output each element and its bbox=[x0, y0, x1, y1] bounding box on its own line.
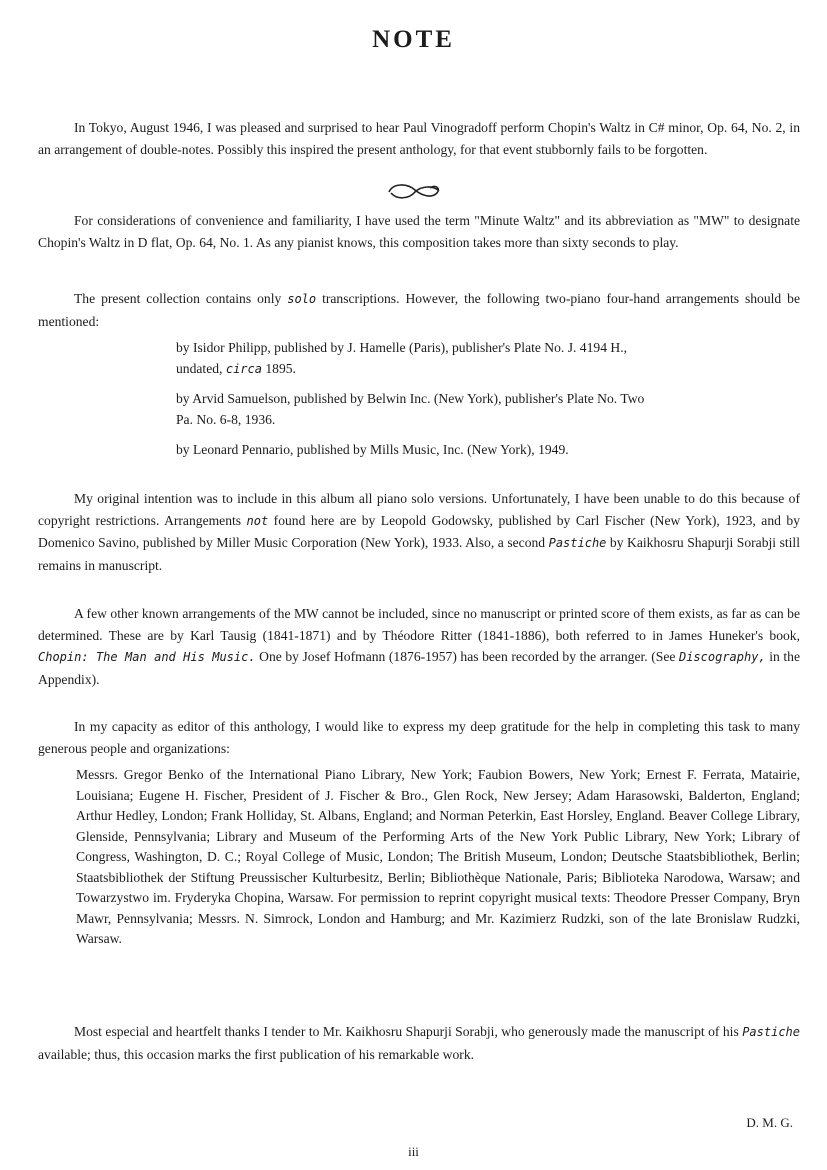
other-arrangements-paragraph bbox=[38, 603, 800, 690]
other-text-b: One by Josef Hofmann (1876-1957) has been recorded by the arranger. (See bbox=[255, 649, 679, 665]
intention-paragraph bbox=[38, 488, 800, 576]
arrangement-ref-3 bbox=[176, 440, 646, 461]
ref-3-text: by Leonard Pennario, published by Mills Music, Inc. (New York), 1949. bbox=[176, 442, 569, 457]
page-title: NOTE bbox=[372, 26, 455, 53]
gratitude-paragraph bbox=[38, 716, 800, 759]
arrangement-ref-1 bbox=[176, 338, 646, 379]
intro-text: In Tokyo, August 1946, I was pleased and surprised to hear Paul Vinogradoff perform Chopin's Waltz in C# minor, Op. 64, No. 2, in an arrangement of double-notes. Possibly this inspired the present anthology, for that event stubbornly fails to be forgotten. bbox=[38, 120, 800, 157]
ref-2-text: by Arvid Samuelson, published by Belwin Inc. (New York), publisher's Plate No. Two Pa. No. 6-8, 1936. bbox=[176, 391, 645, 427]
intention-text-a: My original intention was to include in this album all piano solo versions. Unfortunately, I have been unable to do this because of copyright restrictions. Arrangements bbox=[38, 491, 800, 528]
collection-text-a: The present collection contains only bbox=[74, 291, 288, 306]
ref-1-text-a: by Isidor Philipp, published by J. Hamelle (Paris), publisher's Plate No. J. 4194 H., undated, bbox=[176, 340, 628, 376]
flourish-icon bbox=[385, 181, 443, 203]
book-title-emphasis: Chopin: The Man and His Music. bbox=[38, 650, 256, 665]
circa-emphasis: circa bbox=[225, 361, 262, 376]
intro-paragraph bbox=[38, 117, 800, 160]
other-text-a: A few other known arrangements of the MW cannot be included, since no manuscript or printed score of them exists, as far as can be determined. These are by Karl Tausig (1841-1871) and by Théodore Ritter (1841-1886), both referred to in James Huneker's book, bbox=[38, 606, 800, 643]
intention-text-b: found here are by Leopold Godowsky, published by Carl Fischer (New York), 1923, and by Domenico Savino, published by Miller Music Corporation (New York), 1933. Also, a second bbox=[38, 512, 800, 551]
acknowledgments-text: Messrs. Gregor Benko of the International Piano Library, New York; Faubion Bowers, New York; Ernest F. Ferrata, Matairie, Louisiana; Eugene H. Fischer, President of J. Fischer & Bro., Glen Rock, New Jersey; Adam Harasowski, Balderton, England; Arthur Hedley, London; Frank Holliday, St. Albans, England; and Norman Peterkin, East Horsley, England. Beaver College Library, Glenside, Pennsylvania; Library and Museum of the Performing Arts of the New York Public Library, New York; Library of Congress, Washington, D. C.; Royal College of Music, London; The British Museum, London; Deutsche Staatsbibliothek, Berlin; Staatsbibliothek der Stiftung Preussischer Kulturbesitz, Berlin; Bibliothèque Nationale, Paris; Biblioteka Narodowa, Warsaw; and Towarzystwo im. Fryderyka Chopina, Warsaw. For permission to reprint copyright musical texts: Theodore Presser Company, Bryn Mawr, Pennsylvania; Messrs. N. Simrock, London and Hamburg; and Mr. Kazimierz Rudzki, son of the late Bronislaw Rudzki, Warsaw. bbox=[76, 767, 800, 946]
acknowledgments-block bbox=[76, 765, 800, 950]
collection-text-b: transcriptions. However, the following two-piano four-hand arrangements should be mentioned: bbox=[38, 291, 801, 329]
ref-1-text-b: 1895. bbox=[261, 360, 296, 376]
pastiche-emphasis: Pastiche bbox=[548, 536, 607, 551]
terminology-text: For considerations of convenience and familiarity, I have used the term "Minute Waltz" and its abbreviation as "MW" to designate Chopin's Waltz in D flat, Op. 64, No. 1. As any pianist knows, this composition takes more than sixty seconds to play. bbox=[38, 213, 800, 250]
closing-text-a: Most especial and heartfelt thanks I tender to Mr. Kaikhosru Shapurji Sorabji, who generously made the manuscript of his bbox=[74, 1024, 743, 1039]
page-number: iii bbox=[408, 1144, 419, 1159]
arrangement-ref-2 bbox=[176, 389, 646, 430]
other-text-c: in the Appendix). bbox=[38, 649, 800, 687]
pastiche-emphasis-2: Pastiche bbox=[742, 1025, 800, 1039]
closing-paragraph bbox=[38, 1021, 800, 1065]
discography-emphasis: Discography, bbox=[678, 650, 766, 665]
terminology-paragraph bbox=[38, 210, 800, 253]
solo-emphasis: solo bbox=[287, 292, 317, 306]
closing-text-b: available; thus, this occasion marks the first publication of his remarkable work. bbox=[38, 1046, 475, 1062]
intention-text-c: by Kaikhosru Shapurji Sorabji still remains in manuscript. bbox=[38, 535, 800, 573]
signature: D. M. G. bbox=[746, 1115, 793, 1130]
gratitude-text: In my capacity as editor of this anthology, I would like to express my deep gratitude for the help in completing this task to many generous people and organizations: bbox=[38, 719, 800, 756]
not-emphasis: not bbox=[246, 513, 269, 528]
collection-paragraph bbox=[38, 288, 800, 332]
